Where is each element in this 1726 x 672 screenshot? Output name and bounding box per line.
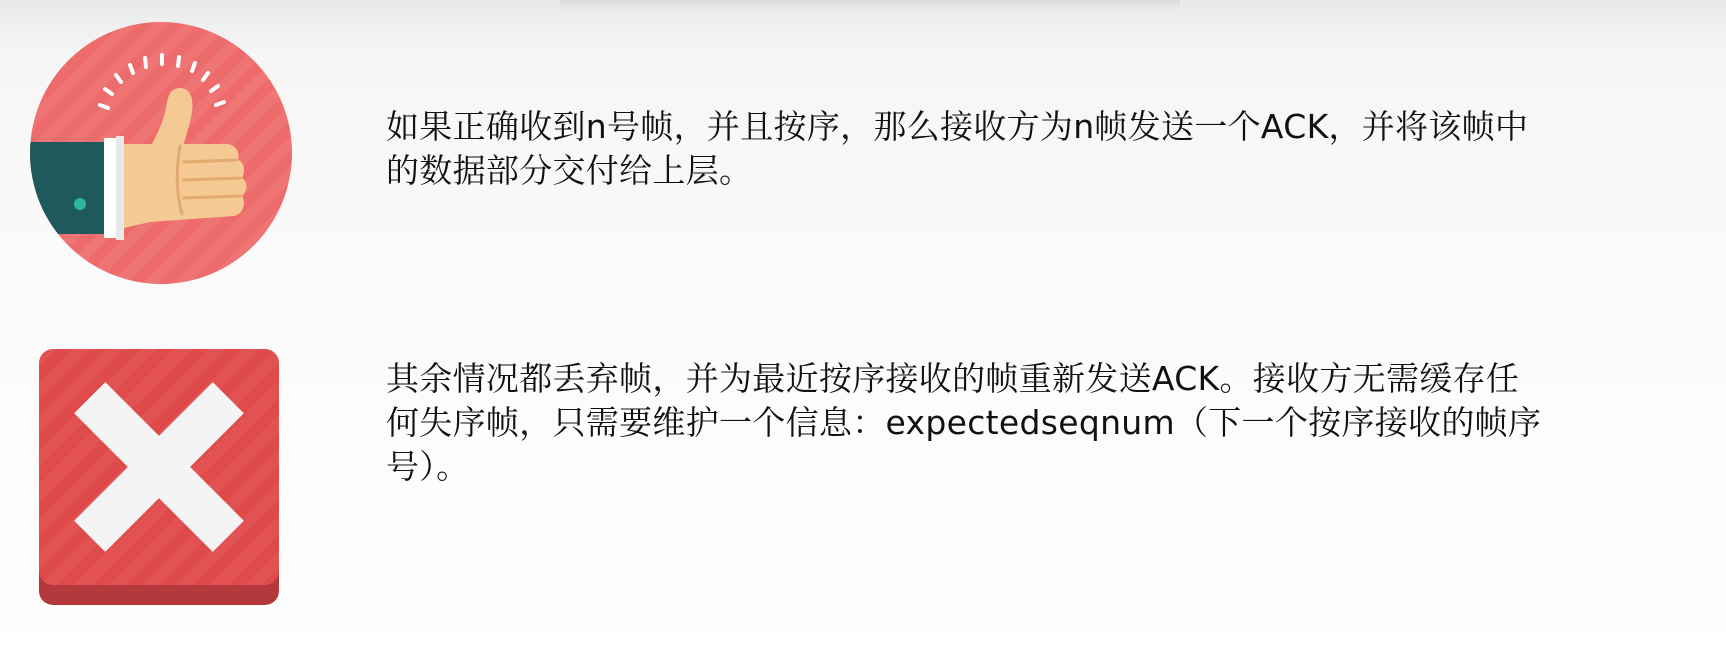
text-line: 其余情况都丢弃帧，并为最近按序接收的帧重新发送ACK。接收方无需缓存任 [386, 359, 1520, 398]
top-shadow-decoration [560, 0, 1180, 10]
text-line: 的数据部分交付给上层。 [386, 151, 753, 190]
close-x-icon [39, 349, 279, 605]
text-line: 号）。 [386, 447, 470, 486]
text-line: 何失序帧，只需要维护一个信息：expectedseqnum（下一个按序接收的帧序 [386, 403, 1542, 442]
correct-receipt-text [386, 105, 1626, 193]
text-line: 如果正确收到n号帧，并且按序，那么接收方为n帧发送一个ACK，并将该帧中 [386, 107, 1529, 146]
thumbs-up-icon [30, 22, 292, 284]
discard-frames-text [386, 357, 1626, 489]
